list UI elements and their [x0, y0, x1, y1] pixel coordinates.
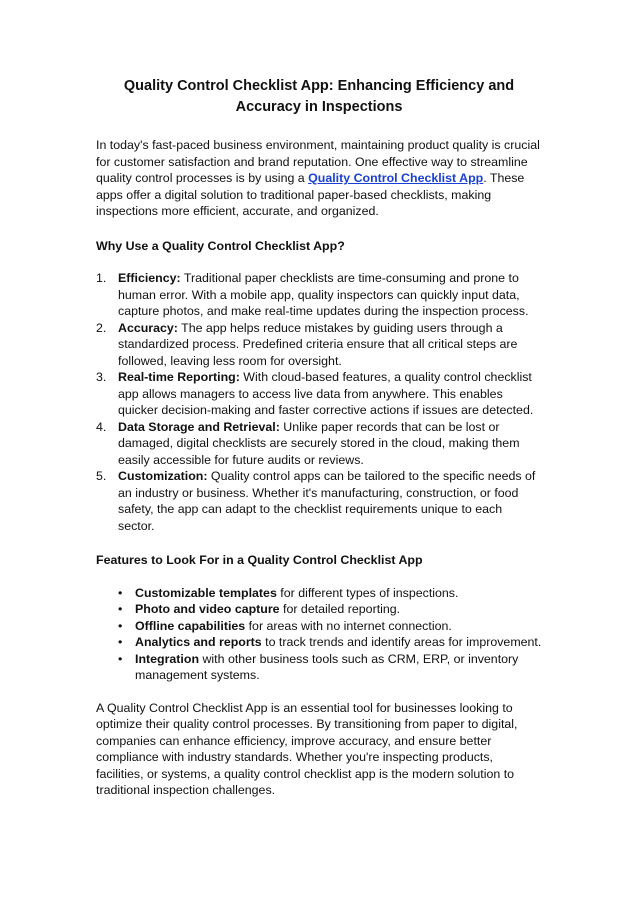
bullet-icon: •: [118, 602, 123, 616]
feature-text: for detailed reporting.: [279, 602, 401, 616]
why-list-item: [96, 419, 542, 469]
list-item-label: Accuracy:: [118, 320, 178, 335]
quality-control-checklist-app-link[interactable]: Quality Control Checklist App: [308, 171, 484, 185]
page-title: Quality Control Checklist App: Enhancing Efficiency and Accuracy in Inspections: [123, 78, 515, 115]
intro-paragraph: [96, 137, 542, 220]
feature-list-item: [118, 634, 542, 651]
list-number: 4.: [96, 419, 107, 434]
feature-text: for areas with no internet connection.: [245, 618, 452, 633]
feature-list-item: [118, 618, 542, 635]
feature-label: Analytics and reports: [135, 635, 262, 649]
list-item-label: Customization:: [118, 469, 208, 483]
features-section-heading: Features to Look For in a Quality Control Checklist App: [96, 553, 423, 567]
conclusion-paragraph: A Quality Control Checklist App is an essential tool for businesses looking to optimize their quality control processes. By transitioning from paper to digital, companies can enhance efficiency, improve accuracy, and ensure better compliance with industry standards. Whether you're inspecting products, facilities, or systems, a quality control checklist app is the modern solution to traditional inspection challenges.: [96, 700, 518, 797]
feature-list-item: [118, 651, 542, 684]
bullet-icon: •: [118, 651, 123, 666]
list-item-label: Real-time Reporting:: [118, 370, 240, 384]
why-list-item: [96, 369, 542, 419]
why-list-item: [96, 270, 542, 320]
list-item-text: Unlike paper records that can be lost or damaged, digital checklists are securely stored in the cloud, making them easily accessible for future audits or reviews.: [118, 419, 520, 467]
why-section-heading: Why Use a Quality Control Checklist App?: [96, 238, 345, 253]
feature-list-item: [118, 601, 542, 618]
features-list: [96, 585, 542, 684]
feature-text: for different types of inspections.: [276, 585, 459, 600]
bullet-icon: •: [118, 618, 123, 633]
list-item-label: Efficiency:: [118, 271, 181, 285]
why-list-item: [96, 468, 542, 534]
intro-text-after-link: . These apps offer a digital solution to traditional paper-based checklists, making inspections more efficient, accurate, and organized.: [96, 171, 525, 218]
feature-label: Photo and video capture: [135, 602, 280, 616]
feature-label: Integration: [135, 651, 200, 666]
list-item-label: Data Storage and Retrieval:: [118, 419, 280, 434]
feature-text: to track trends and identify areas for improvement.: [261, 635, 542, 649]
list-item-text: Quality control apps can be tailored to the specific needs of an industry or business. Whether it's manufacturing, construction, or food safety, the app can adapt to the checklist requirements unique to each sector.: [118, 469, 536, 533]
list-item-text: The app helps reduce mistakes by guiding users through a standardized process. Predefined criteria ensure that all critical steps are followed, leaving less room for oversight.: [118, 320, 518, 368]
intro-text-before-link: In today's fast-paced business environment, maintaining product quality is crucial for customer satisfaction and brand reputation. One effective way to streamline quality control processes is by using a: [96, 138, 540, 185]
feature-label: Customizable templates: [135, 585, 277, 600]
bullet-icon: •: [118, 635, 123, 649]
list-number: 2.: [96, 320, 107, 335]
list-number: 3.: [96, 370, 107, 384]
list-number: 5.: [96, 469, 107, 483]
spacer: [96, 684, 542, 700]
feature-label: Offline capabilities: [135, 618, 246, 633]
list-item-text: With cloud-based features, a quality control checklist app allows managers to access live data from anywhere. This enables quicker decision-making and faster corrective actions if issues are detected.: [118, 370, 534, 417]
list-item-text: Traditional paper checklists are time-consuming and prone to human error. With a mobile app, quality inspectors can quickly input data, capture photos, and make real-time updates during the inspection process.: [118, 271, 529, 318]
bullet-icon: •: [118, 585, 123, 600]
feature-list-item: [118, 585, 542, 602]
why-list: [96, 270, 542, 534]
feature-text: with other business tools such as CRM, ERP, or inventory management systems.: [135, 651, 519, 682]
why-list-item: [96, 320, 542, 370]
list-number: 1.: [96, 271, 107, 285]
